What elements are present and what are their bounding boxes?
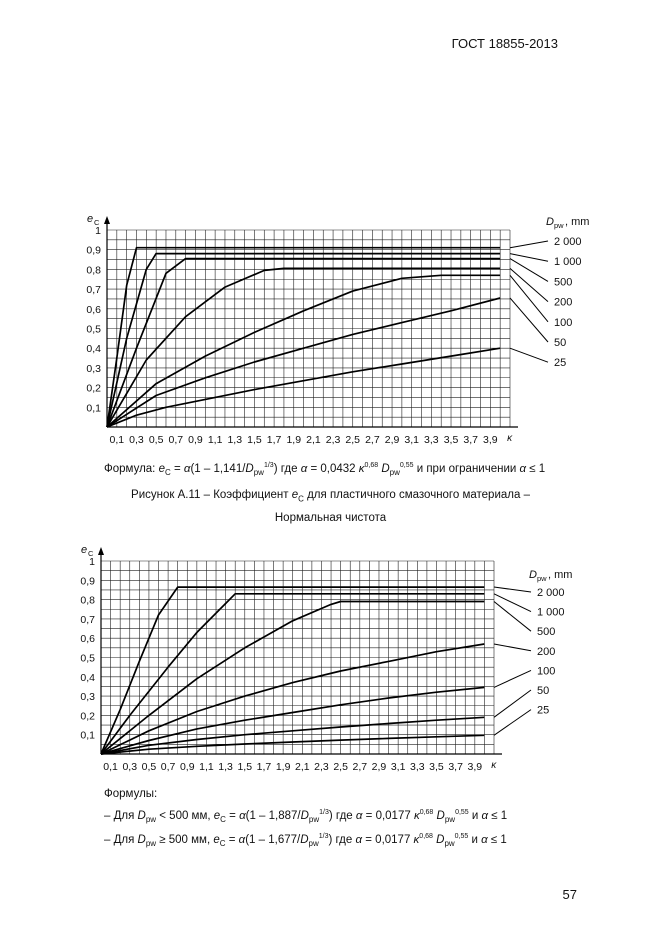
x-tick-label: 2,9 bbox=[384, 434, 400, 446]
x-tick-label: 2,1 bbox=[294, 761, 310, 773]
x-tick-label: 1,3 bbox=[218, 761, 233, 773]
legend-leader-line bbox=[510, 298, 548, 342]
y-tick-label: 0,3 bbox=[86, 362, 101, 375]
y-tick-label: 1 bbox=[89, 556, 95, 568]
legend-title-unit: , mm bbox=[565, 216, 590, 228]
y-axis-arrow-icon bbox=[98, 547, 104, 555]
x-tick-label: 1,7 bbox=[266, 434, 282, 446]
figure-caption-line1: Рисунок А.11 – Коэффициент $e_C$ для пластичного смазочного материала – bbox=[131, 489, 530, 504]
y-axis-label-subscript: C bbox=[88, 549, 94, 558]
x-axis-label: κ bbox=[491, 760, 497, 771]
legend-leader-line bbox=[510, 259, 548, 282]
y-tick-label: 0,6 bbox=[80, 633, 95, 646]
legend-title-subscript: pw bbox=[537, 574, 547, 583]
legend-label: 2 000 bbox=[537, 587, 565, 599]
document-header: ГОСТ 18855-2013 bbox=[451, 36, 558, 51]
x-tick-label: 2,9 bbox=[371, 761, 387, 773]
legend-label: 100 bbox=[537, 665, 556, 678]
x-tick-label: 2,3 bbox=[325, 434, 341, 446]
x-tick-label: 0,7 bbox=[168, 434, 184, 446]
y-tick-label: 1 bbox=[95, 225, 101, 237]
page-number: 57 bbox=[562, 887, 577, 902]
y-axis-arrow-icon bbox=[104, 216, 110, 224]
legend-leader-line bbox=[510, 275, 548, 321]
x-tick-label: 0,5 bbox=[148, 434, 164, 446]
y-axis-label: e bbox=[87, 213, 94, 225]
chart-figure-a11 bbox=[0, 195, 661, 465]
legend-leader-line bbox=[494, 594, 531, 612]
formula-row: – Для $D_{pw} \ge 500$ мм, $e_C = \alpha(1 - 1,677/D_{pw}^{1/3})$ где α = 0,0177 $\kappa^{0,68}$ $D_{pw}^{0,55}$ и α ≤ 1 bbox=[104, 833, 507, 849]
x-tick-label: 3,5 bbox=[429, 761, 444, 773]
x-tick-label: 0,9 bbox=[188, 434, 203, 446]
x-tick-label: 2,1 bbox=[306, 434, 321, 446]
y-tick-label: 0,2 bbox=[86, 382, 101, 395]
legend-label: 200 bbox=[537, 645, 556, 658]
formula-line: Формула: $e_C = \alpha(1 - 1,141/D_{pw}^{1/3})$ где α = 0,0432 $\kappa^{0,68}$ $D_{pw}^{0,55}$ и при ограничении α ≤ 1 bbox=[104, 462, 546, 478]
legend-leader-line bbox=[510, 268, 548, 301]
x-tick-label: 2,7 bbox=[352, 761, 368, 773]
x-tick-label: 2,5 bbox=[345, 434, 361, 446]
y-tick-label: 0,9 bbox=[80, 575, 95, 588]
x-tick-label: 3,3 bbox=[424, 434, 439, 446]
formula-row: – Для $D_{pw} < 500$ мм, $e_C = \alpha(1 - 1,887/D_{pw}^{1/3})$ где α = 0,0177 $\kappa^{0,68}$ $D_{pw}^{0,55}$ и α ≤ 1 bbox=[104, 809, 508, 825]
legend-label: 100 bbox=[554, 316, 573, 329]
x-tick-label: 1,5 bbox=[247, 434, 262, 446]
y-axis-label-subscript: C bbox=[94, 218, 100, 227]
x-tick-label: 3,7 bbox=[448, 761, 463, 773]
x-tick-label: 1,1 bbox=[207, 434, 223, 446]
x-tick-label: 1,1 bbox=[199, 761, 214, 773]
y-tick-label: 0,3 bbox=[80, 691, 95, 704]
x-tick-label: 3,1 bbox=[390, 761, 406, 773]
x-tick-label: 0,1 bbox=[103, 761, 118, 773]
legend-title: D bbox=[529, 569, 537, 581]
y-axis-label: e bbox=[81, 544, 88, 556]
y-tick-label: 0,9 bbox=[86, 244, 101, 257]
y-tick-label: 0,6 bbox=[86, 303, 101, 316]
y-tick-label: 0,5 bbox=[86, 323, 101, 336]
x-tick-label: 0,3 bbox=[129, 434, 144, 446]
x-tick-label: 1,5 bbox=[237, 761, 253, 773]
legend-label: 500 bbox=[554, 276, 573, 289]
legend-title-subscript: pw bbox=[554, 221, 564, 230]
y-tick-label: 0,8 bbox=[86, 264, 101, 277]
legend-label: 50 bbox=[554, 337, 567, 349]
x-tick-label: 1,3 bbox=[227, 434, 243, 446]
legend-label: 2 000 bbox=[554, 236, 582, 248]
y-tick-label: 0,1 bbox=[80, 729, 95, 742]
figure-caption-line2: Нормальная чистота bbox=[274, 512, 387, 524]
y-tick-label: 0,4 bbox=[80, 671, 95, 684]
legend-label: 500 bbox=[537, 626, 556, 639]
x-tick-label: 3,1 bbox=[404, 434, 420, 446]
legend-leader-line bbox=[510, 241, 548, 248]
y-tick-label: 0,1 bbox=[86, 402, 101, 415]
legend-leader-line bbox=[494, 644, 531, 651]
x-tick-label: 2,3 bbox=[314, 761, 329, 773]
legend-leader-line bbox=[510, 254, 548, 262]
x-tick-label: 2,5 bbox=[333, 761, 348, 773]
y-tick-label: 0,7 bbox=[80, 613, 95, 626]
x-tick-label: 3,7 bbox=[463, 434, 478, 446]
x-tick-label: 3,3 bbox=[410, 761, 425, 773]
legend-leader-line bbox=[494, 587, 531, 592]
x-tick-label: 0,9 bbox=[179, 761, 195, 773]
legend-label: 25 bbox=[537, 704, 550, 717]
x-tick-label: 3,9 bbox=[467, 761, 483, 773]
x-tick-label: 3,9 bbox=[483, 434, 498, 446]
legend-title: D bbox=[546, 216, 554, 228]
legend-label: 200 bbox=[554, 296, 573, 309]
legend-label: 1 000 bbox=[554, 256, 582, 269]
y-tick-label: 0,7 bbox=[86, 284, 101, 297]
x-tick-label: 2,7 bbox=[365, 434, 380, 446]
y-tick-label: 0,2 bbox=[80, 710, 95, 723]
x-tick-label: 0,7 bbox=[160, 761, 176, 773]
x-tick-label: 0,5 bbox=[141, 761, 157, 773]
legend-leader-line bbox=[494, 670, 531, 687]
legend-label: 50 bbox=[537, 685, 550, 697]
y-tick-label: 0,4 bbox=[86, 343, 101, 356]
legend-leader-line bbox=[494, 602, 531, 632]
legend-label: 1 000 bbox=[537, 606, 565, 619]
y-tick-label: 0,5 bbox=[80, 652, 95, 665]
legend-label: 25 bbox=[554, 357, 567, 370]
x-tick-label: 0,1 bbox=[109, 434, 125, 446]
legend-leader-line bbox=[510, 348, 548, 362]
x-tick-label: 0,3 bbox=[122, 761, 138, 773]
chart-figure-second bbox=[0, 528, 661, 778]
x-tick-label: 1,9 bbox=[286, 434, 302, 446]
x-tick-label: 3,5 bbox=[443, 434, 459, 446]
x-axis-label: κ bbox=[507, 433, 513, 444]
x-tick-label: 1,7 bbox=[256, 761, 272, 773]
formulas-heading: Формулы: bbox=[104, 788, 158, 800]
x-tick-label: 1,9 bbox=[275, 761, 291, 773]
y-tick-label: 0,8 bbox=[80, 594, 95, 607]
legend-title-unit: , mm bbox=[548, 569, 573, 581]
